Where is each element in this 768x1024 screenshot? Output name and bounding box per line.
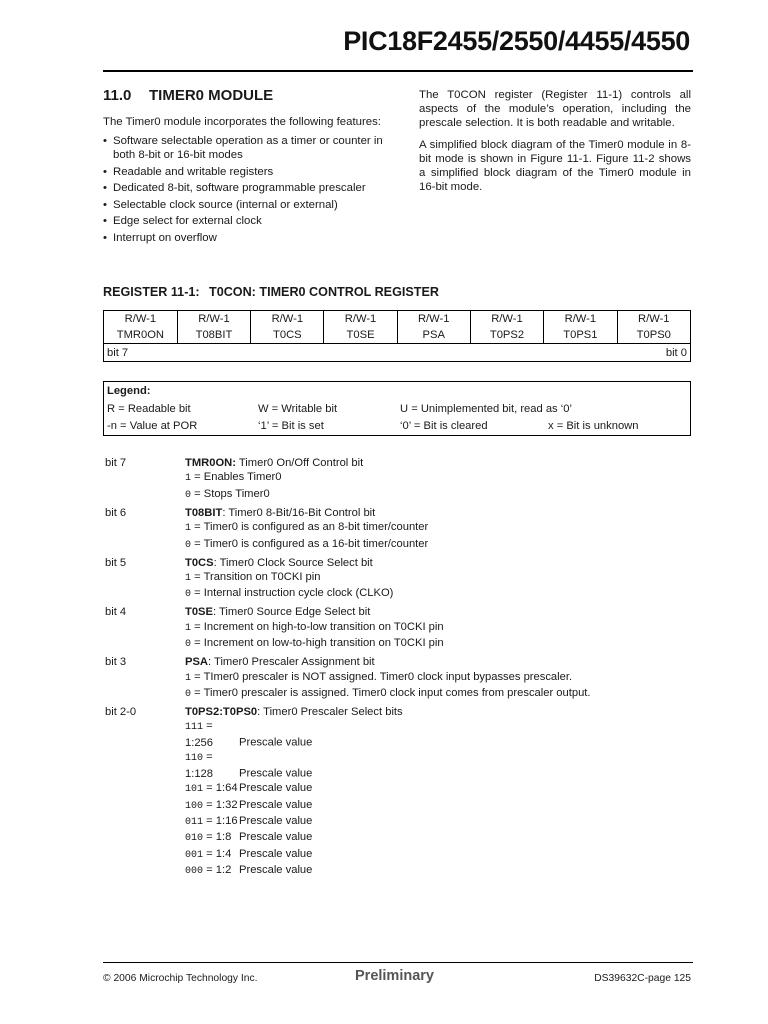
paragraph: The T0CON register (Register 11-1) controls all aspects of the module’s operation, including the prescale selection. It is both readable and writable. <box>419 89 691 130</box>
bit-description <box>103 456 703 503</box>
option-code: 1 <box>185 622 192 634</box>
legend-writable: W = Writable bit <box>258 403 338 415</box>
access-cell: R/W-1 <box>251 311 324 327</box>
legend-title: Legend: <box>107 385 151 397</box>
prescale-text: Prescale value <box>239 847 313 860</box>
legend-cleared: ‘0’ = Bit is cleared <box>400 420 488 432</box>
bit-name: T0SE <box>185 606 213 619</box>
footer-status: Preliminary <box>355 968 434 984</box>
option-code: 1 <box>185 573 192 585</box>
bit-description <box>103 556 703 603</box>
bit-name-cell: T0PS1 <box>544 326 617 344</box>
option-text: = Increment on low-to-high transition on T0CKI pin <box>191 637 444 650</box>
feature-list <box>103 134 398 247</box>
bit-name-cell: T08BIT <box>177 326 250 344</box>
legend-unknown: x = Bit is unknown <box>548 420 639 432</box>
bit-name: T08BIT <box>185 506 223 519</box>
prescale-code: 101 <box>185 784 204 796</box>
paragraph: A simplified block diagram of the Timer0 module in 8-bit mode is shown in Figure 11-1. Figure 11-2 shows a simplified block diagram of the Timer0 module in 16-bit mode. <box>419 138 691 194</box>
bit-description <box>103 655 703 702</box>
feature-item: • Selectable clock source (internal or external) <box>103 198 398 212</box>
bit-label: bit 5 <box>105 556 127 569</box>
prescale-ratio: = 1:4 <box>203 847 232 860</box>
legend-unimplemented: U = Unimplemented bit, read as ‘0’ <box>400 403 572 415</box>
legend-box <box>103 381 691 436</box>
option-text: = Stops Timer0 <box>191 487 270 500</box>
bit-description <box>103 506 703 553</box>
access-cell: R/W-1 <box>177 311 250 327</box>
prescale-ratio: = 1:256 <box>185 720 213 749</box>
header-rule <box>103 70 693 72</box>
prescale-code: 010 <box>185 833 204 845</box>
bit-position-row <box>104 344 691 362</box>
bit-desc: : Timer0 Prescaler Select bits <box>257 706 403 719</box>
legend-set: ‘1’ = Bit is set <box>258 420 324 432</box>
section-title: TIMER0 MODULE <box>149 87 274 104</box>
bit-name-cell: T0SE <box>324 326 397 344</box>
bit-description <box>103 705 703 879</box>
bit-label: bit 7 <box>105 457 127 469</box>
footer-rule <box>103 962 693 963</box>
prescale-code: 001 <box>185 849 204 861</box>
register-name: T0CON: TIMER0 CONTROL REGISTER <box>209 285 439 299</box>
bit-name-cell: T0PS2 <box>470 326 543 344</box>
prescale-text: Prescale value <box>239 782 313 795</box>
bit-desc: : Timer0 8-Bit/16-Bit Control bit <box>222 506 376 519</box>
register-table <box>103 310 691 362</box>
bit-descriptions <box>103 456 703 882</box>
register-caption <box>103 285 439 299</box>
prescale-ratio: = 1:128 <box>185 751 213 780</box>
prescale-code: 100 <box>185 800 204 812</box>
register-id: REGISTER 11-1: <box>103 285 200 299</box>
feature-item: • Interrupt on overflow <box>103 231 398 245</box>
option-text: = Enables Timer0 <box>191 471 282 484</box>
access-row <box>104 311 691 327</box>
bit-name-cell: TMR0ON <box>104 326 178 344</box>
bit-name: TMR0ON: <box>185 457 236 469</box>
option-text: = Timer0 prescaler is assigned. Timer0 clock input comes from prescaler output. <box>191 687 591 700</box>
msb-label: bit 7 <box>107 346 129 359</box>
section-number: 11.0 <box>103 87 132 104</box>
option-code: 1 <box>185 523 192 535</box>
prescale-text: Prescale value <box>239 814 313 827</box>
bit-name-cell: T0PS0 <box>617 326 690 344</box>
prescale-ratio: = 1:64 <box>203 782 238 795</box>
bit-label: bit 4 <box>105 606 127 619</box>
right-column <box>419 88 691 201</box>
section-intro: The Timer0 module incorporates the following features: <box>103 116 381 128</box>
option-code: 1 <box>185 672 192 684</box>
bit-label: bit 2-0 <box>105 706 137 719</box>
bit-desc: : Timer0 Prescaler Assignment bit <box>208 656 375 669</box>
option-code: 1 <box>185 473 192 485</box>
bit-name-cell: PSA <box>397 326 470 344</box>
access-cell: R/W-1 <box>617 311 690 327</box>
option-text: = TImer0 prescaler is NOT assigned. Timer0 clock input bypasses prescaler. <box>191 670 573 683</box>
legend-por: -n = Value at POR <box>107 420 198 432</box>
option-text: = Timer0 is configured as an 8-bit timer/counter <box>191 521 429 534</box>
prescale-ratio: = 1:16 <box>203 814 238 827</box>
bit-name-row <box>104 326 691 344</box>
prescale-code: 110 <box>185 753 204 765</box>
access-cell: R/W-1 <box>104 311 178 327</box>
footer-copyright: © 2006 Microchip Technology Inc. <box>103 973 258 984</box>
bit-name: T0CS <box>185 556 214 569</box>
document-title: PIC18F2455/2550/4455/4550 <box>343 26 690 56</box>
feature-item: • Dedicated 8-bit, software programmable prescaler <box>103 181 398 195</box>
section-heading <box>103 87 273 104</box>
option-code: 0 <box>185 589 192 601</box>
prescale-ratio: = 1:2 <box>203 864 232 877</box>
option-code: 0 <box>185 689 192 701</box>
prescale-code: 011 <box>185 816 204 828</box>
legend-readable: R = Readable bit <box>107 403 191 415</box>
feature-item: • Readable and writable registers <box>103 165 398 179</box>
bit-name: T0PS2:T0PS0 <box>185 706 258 719</box>
feature-item: • Edge select for external clock <box>103 214 398 228</box>
option-text: = Timer0 is configured as a 16-bit timer/counter <box>191 537 429 550</box>
option-text: = Internal instruction cycle clock (CLKO) <box>191 587 394 600</box>
prescale-ratio: = 1:8 <box>203 831 232 844</box>
prescale-text: Prescale value <box>239 864 313 877</box>
prescale-text: Prescale value <box>239 767 313 780</box>
access-cell: R/W-1 <box>544 311 617 327</box>
option-code: 0 <box>185 489 192 501</box>
prescale-text: Prescale value <box>239 736 313 749</box>
option-code: 0 <box>185 539 192 551</box>
prescale-text: Prescale value <box>239 831 313 844</box>
bit-description <box>103 605 703 652</box>
bit-desc: : Timer0 Clock Source Select bit <box>213 556 373 569</box>
bit-name-cell: T0CS <box>251 326 324 344</box>
bit-desc: : Timer0 Source Edge Select bit <box>212 606 371 619</box>
access-cell: R/W-1 <box>324 311 397 327</box>
bit-desc: Timer0 On/Off Control bit <box>235 457 364 469</box>
option-text: = Transition on T0CKI pin <box>191 571 321 584</box>
option-code: 0 <box>185 639 192 651</box>
prescale-text: Prescale value <box>239 798 313 811</box>
bit-name: PSA <box>185 656 209 669</box>
footer-page-number: DS39632C-page 125 <box>594 973 691 984</box>
prescale-code: 000 <box>185 866 204 878</box>
lsb-label: bit 0 <box>665 346 687 359</box>
bit-label: bit 3 <box>105 656 127 669</box>
prescale-ratio: = 1:32 <box>203 798 238 811</box>
option-text: = Increment on high-to-low transition on T0CKI pin <box>191 620 444 633</box>
feature-item: • Software selectable operation as a timer or counter in both 8-bit or 16-bit modes <box>103 134 398 162</box>
prescale-code: 111 <box>185 722 204 734</box>
access-cell: R/W-1 <box>470 311 543 327</box>
bit-label: bit 6 <box>105 506 127 519</box>
access-cell: R/W-1 <box>397 311 470 327</box>
